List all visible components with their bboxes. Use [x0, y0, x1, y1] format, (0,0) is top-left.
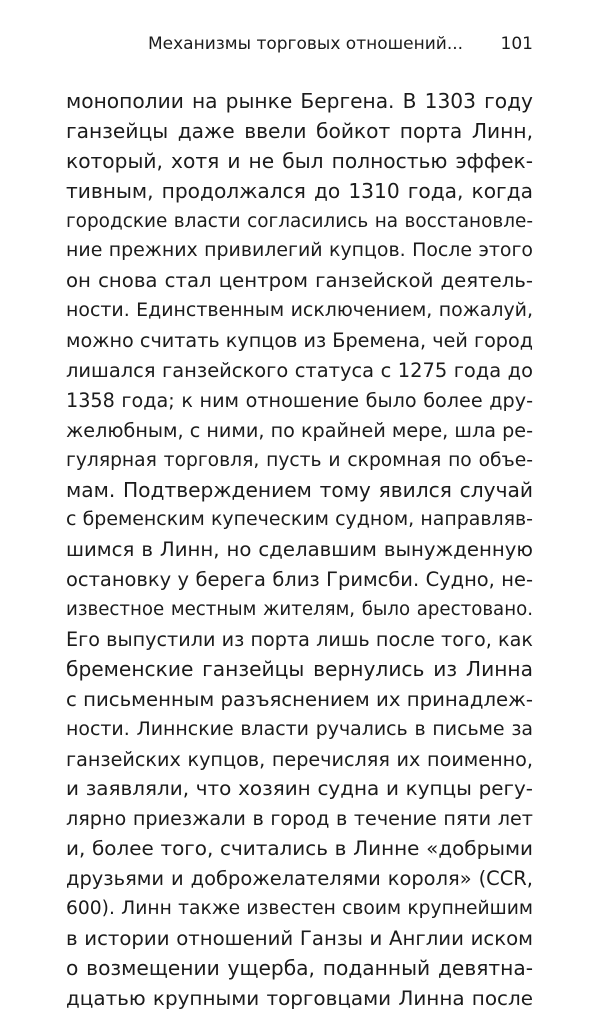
text-line: и, более того, считались в Линне «добрыми — [66, 836, 533, 861]
text-line: и заявляли, что хозяин судна и купцы регу- — [66, 776, 533, 801]
text-line: мам. Подтверждением тому явился случай — [66, 477, 533, 502]
text-line: ганзейских купцов, перечисляя их поименно, — [66, 747, 533, 771]
body-text — [66, 87, 533, 1014]
text-line: известное местным жителям, было арестовано. — [66, 599, 533, 621]
text-line: лярно приезжали в город в течение пяти лет — [66, 807, 533, 831]
text-line: 1358 года; к ним отношение было более дру- — [66, 388, 533, 412]
text-line: лишался ганзейского статуса с 1275 года до — [66, 359, 533, 383]
text-line: с письменным разъяснением их принадлеж- — [66, 687, 533, 711]
text-line: остановку у берега близ Гримсби. Судно, не- — [66, 568, 533, 592]
text-line: дцатью крупными торговцами Линна после — [66, 985, 533, 1010]
page-number: 101 — [500, 34, 533, 54]
text-line: о возмещении ущерба, поданный девятна- — [66, 955, 533, 980]
text-line: монополии на рынке Бергена. В 1303 году — [66, 89, 533, 113]
text-line: друзьями и доброжелателями короля» (CCR, — [66, 867, 533, 891]
running-header — [66, 30, 533, 58]
text-line: шимся в Линн, но сделавшим вынужденную — [66, 538, 533, 562]
text-line: Его выпустили из порта лишь после того, как — [66, 628, 533, 652]
text-line: с бременским купеческим судном, направляв- — [66, 508, 533, 531]
running-title: Механизмы торговых отношений... — [148, 34, 464, 54]
text-line: желюбным, с ними, по крайней мере, шла ре- — [66, 418, 533, 442]
text-line: тивным, продолжался до 1310 года, когда — [66, 178, 533, 203]
text-line: можно считать купцов из Бремена, чей город — [66, 329, 533, 353]
text-line: гулярная торговля, пусть и скромная по объе- — [66, 449, 533, 471]
text-line: ности. Линнские власти ручались в письме за — [66, 717, 533, 740]
text-line: 600). Линн также известен своим крупнейшим — [66, 898, 533, 920]
text-line: ганзейцы даже ввели бойкот порта Линн, — [66, 118, 533, 143]
text-line: бременские ганзейцы вернулись из Линна — [66, 656, 533, 681]
text-line: городские власти согласились на восстановле- — [66, 210, 533, 232]
text-line: ние прежних привилегий купцов. После этого — [66, 239, 533, 262]
text-line: ности. Единственным исключением, пожалуй, — [66, 299, 533, 322]
text-line: в истории отношений Ганзы и Англии иском — [66, 926, 533, 950]
text-line: он снова стал центром ганзейской деятель- — [66, 269, 533, 293]
text-line: который, хотя и не был полностью эффек- — [66, 148, 533, 173]
